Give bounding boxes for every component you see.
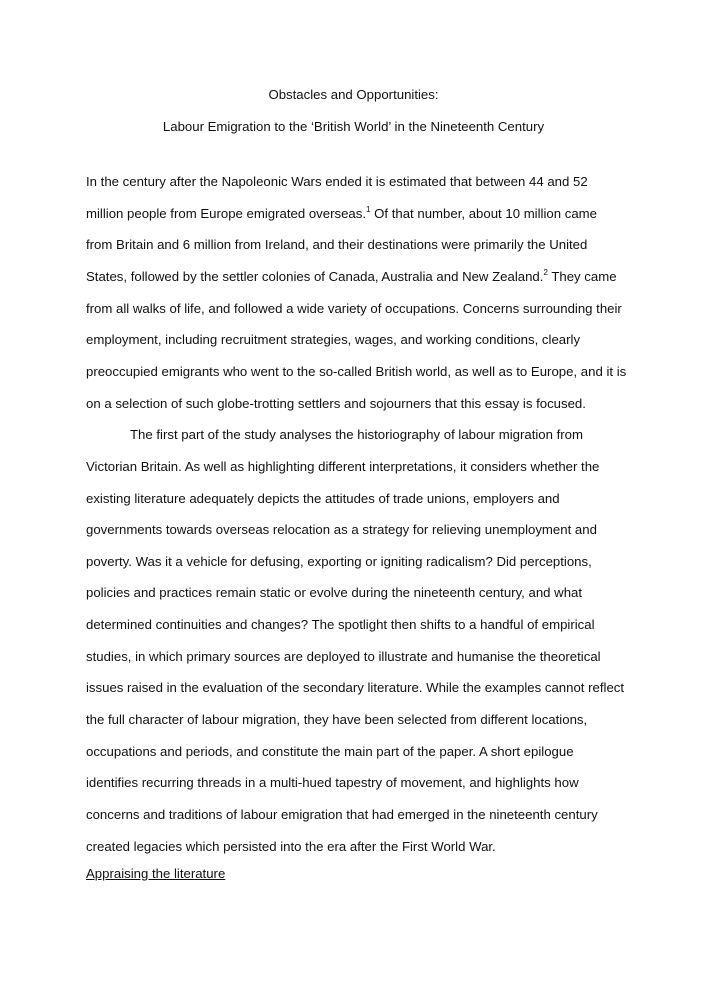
- text-line: [86, 617, 595, 632]
- line-text: from Britain and 6 million from Ireland, and their destinations were primarily the United: [86, 237, 588, 253]
- footnote-reference[interactable]: 2: [543, 267, 548, 277]
- line-text: concerns and traditions of labour emigration that had emerged in the nineteenth century: [86, 807, 598, 822]
- line-text-continued: They came: [547, 268, 617, 284]
- text-line: [130, 427, 583, 442]
- line-text: occupations and periods, and constitute the main part of the paper. A short epilogue: [86, 743, 574, 759]
- line-text: poverty. Was it a vehicle for defusing, exporting or igniting radicalism? Did perceptions,: [86, 553, 592, 569]
- text-line: [86, 839, 496, 854]
- line-text: determined continuities and changes? The spotlight then shifts to a handful of empirical: [86, 617, 595, 633]
- line-text: studies, in which primary sources are deployed to illustrate and humanise the theoretical: [86, 648, 601, 664]
- text-line: [86, 237, 587, 252]
- footnote-reference[interactable]: 1: [366, 204, 371, 214]
- text-line: [86, 174, 588, 189]
- title-line-2: Labour Emigration to the ‘British World’ in the Nineteenth Century: [162, 119, 545, 134]
- text-line: [86, 680, 624, 695]
- text-line: [86, 807, 598, 822]
- text-line: [86, 269, 617, 284]
- text-line: [86, 585, 582, 600]
- line-text: Victorian Britain. As well as highlighting different interpretations, it considers whether the: [86, 458, 600, 474]
- text-line: [86, 332, 580, 347]
- text-line: [86, 775, 579, 790]
- text-line: [86, 649, 601, 664]
- line-text: issues raised in the evaluation of the secondary literature. While the examples cannot reflect: [86, 680, 625, 696]
- text-line: [86, 712, 587, 727]
- line-text: existing literature adequately depicts the attitudes of trade unions, employers and: [86, 490, 560, 506]
- text-line: [86, 301, 622, 316]
- text-line: [86, 206, 597, 221]
- text-line: [86, 364, 626, 379]
- text-line: [86, 744, 574, 759]
- text-line: [86, 396, 586, 411]
- line-text: created legacies which persisted into the era after the First World War.: [86, 838, 496, 854]
- line-text: policies and practices remain static or evolve during the nineteenth century, and what: [86, 585, 583, 601]
- line-text: on a selection of such globe-trotting settlers and sojourners that this essay is focused.: [86, 395, 586, 411]
- line-text: from all walks of life, and followed a wide variety of occupations. Concerns surrounding their: [86, 300, 622, 316]
- line-text: governments towards overseas relocation as a strategy for relieving unemployment and: [86, 522, 597, 538]
- line-text: million people from Europe emigrated overseas.: [86, 205, 367, 221]
- line-text: States, followed by the settler colonies of Canada, Australia and New Zealand.: [86, 268, 544, 284]
- line-text: In the century after the Napoleonic Wars ended it is estimated that between 44 and 52: [86, 174, 588, 189]
- text-line: [86, 491, 560, 506]
- line-text: The first part of the study analyses the historiography of labour migration from: [130, 427, 583, 443]
- text-line: [86, 554, 592, 569]
- line-text: the full character of labour migration, they have been selected from different locations,: [86, 712, 588, 728]
- title-line-1: Obstacles and Opportunities:: [268, 87, 439, 102]
- text-line: [86, 459, 599, 474]
- line-text: preoccupied emigrants who went to the so-called British world, as well as to Europe, and it is: [86, 363, 627, 379]
- line-text: identifies recurring threads in a multi-hued tapestry of movement, and highlights how: [86, 775, 579, 791]
- line-text-continued: Of that number, about 10 million came: [370, 205, 597, 221]
- section-heading: Appraising the literature: [86, 866, 226, 881]
- line-text: employment, including recruitment strategies, wages, and working conditions, clearly: [86, 332, 581, 348]
- text-line: [86, 522, 597, 537]
